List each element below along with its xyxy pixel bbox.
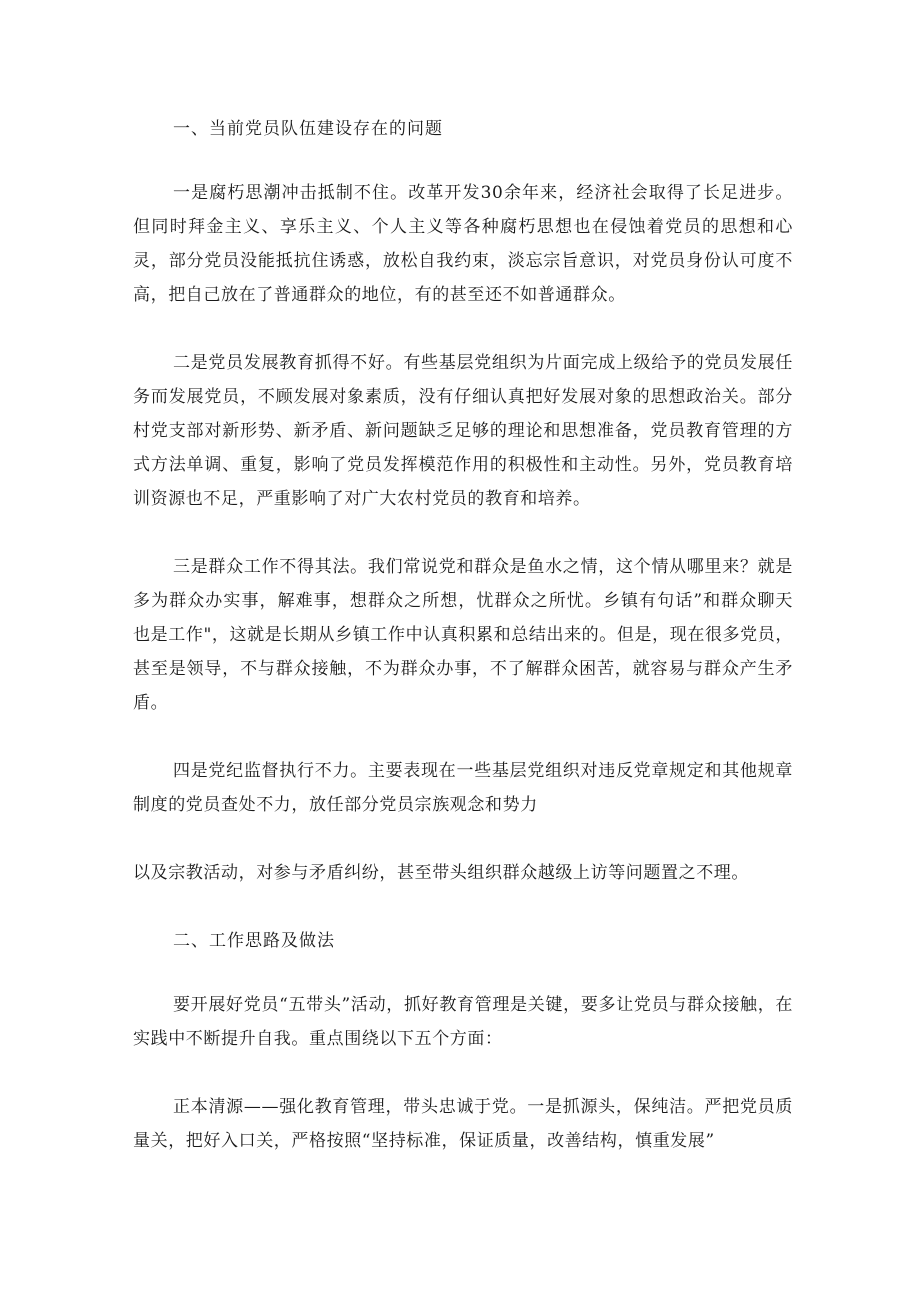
- paragraph-3: 三是群众工作不得其法。我们常说党和群众是鱼水之情，这个情从哪里来？就是多为群众办实事，解难事，想群众之所想，忧群众之所忧。乡镇有句话”和群众聊天也是工作"，这就是长期从乡镇工作中认真积累和总结出来的。但是，现在很多党员，甚至是领导，不与群众接触，不为群众办事，不了解群众困苦，就容易与群众产生矛盾。: [133, 557, 793, 713]
- paragraph-6: 正本清源——强化教育管理，带头忠诚于党。一是抓源头，保纯洁。严把党员质量关，把好入口关，严格按照“坚持标准，保证质量，改善结构，慎重发展”: [133, 1097, 793, 1151]
- paragraph-5: 要开展好党员“五带头”活动，抓好教育管理是关键，要多让党员与群众接触，在实践中不断提升自我。重点围绕以下五个方面：: [133, 995, 793, 1049]
- section-heading-2: 二、工作思路及做法: [173, 931, 335, 951]
- section-heading-1: 一、当前党员队伍建设存在的问题: [173, 119, 443, 139]
- document-page: [133, 112, 793, 1158]
- paragraph-1: 一是腐朽思潮冲击抵制不住。改革开发30余年来，经济社会取得了长足进步。但同时拜金主义、享乐主义、个人主义等各种腐朽思想也在侵蚀着党员的思想和心灵，部分党员没能抵抗住诱惑，放松自我约束，淡忘宗旨意识，对党员身份认可度不高，把自己放在了普通群众的地位，有的甚至还不如普通群众。: [133, 183, 793, 305]
- paragraph-4-continued: 以及宗教活动，对参与矛盾纠纷，甚至带头组织群众越级上访等问题置之不理。: [133, 863, 749, 883]
- paragraph-2: 二是党员发展教育抓得不好。有些基层党组织为片面完成上级给予的党员发展任务而发展党员，不顾发展对象素质，没有仔细认真把好发展对象的思想政治关。部分村党支部对新形势、新矛盾、新问题缺乏足够的理论和思想准备，党员教育管理的方式方法单调、重复，影响了党员发挥模范作用的积极性和主动性。另外，党员教育培训资源也不足，严重影响了对广大农村党员的教育和培养。: [133, 353, 793, 509]
- paragraph-4: 四是党纪监督执行不力。主要表现在一些基层党组织对违反党章规定和其他规章制度的党员查处不力，放任部分党员宗族观念和势力: [133, 761, 793, 815]
